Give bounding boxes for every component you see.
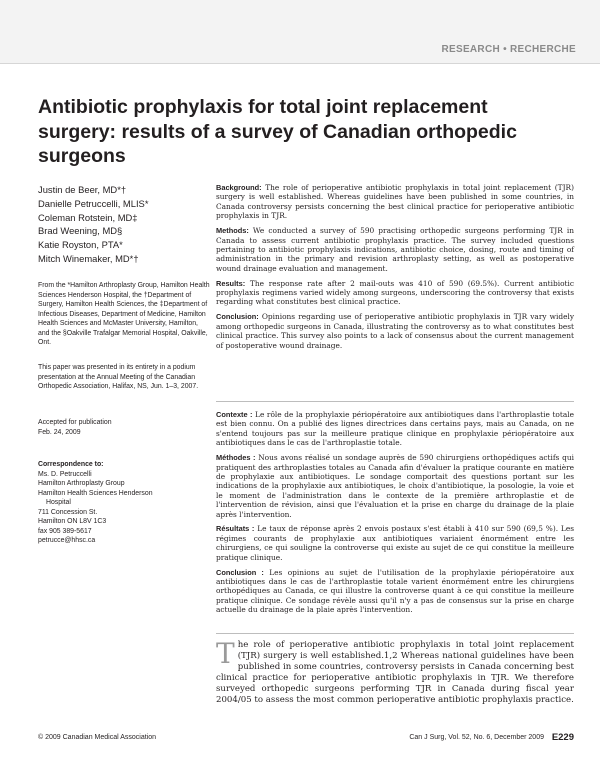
journal-citation: Can J Surg, Vol. 52, No. 6, December 2009 <box>409 734 544 741</box>
accepted-date: Feb. 24, 2009 <box>38 428 81 436</box>
abstract-methods: Methods: We conducted a survey of 590 practising orthopedic surgeons performing TJR in Canada to assess current antibiotic prophylaxis practice. The survey included questions pertaining to antibiotic prophylaxis indications, antibiotic choice, dosing, route and timing of administration in the primary and revision arthroplasty setting, as well as postoperative wound drainage evaluation and management. <box>216 226 574 273</box>
divider <box>216 401 574 402</box>
correspondence-line: Hamilton ON L8V 1C3 <box>38 518 107 525</box>
header-band <box>0 0 600 64</box>
author: Brad Weening, MD§ <box>38 225 123 237</box>
accepted-note <box>38 418 210 437</box>
resume-resultats: Résultats : Le taux de réponse après 2 envois postaux s'est établi à 410 sur 590 (69,5 %). Les régimes courants de prophylaxie aux antibiotiques variaient énormément entre les chirurgiens, ce qui souligne la controverse qui existe au sujet de ce qui constitue la meilleure pratique clinique. <box>216 524 574 562</box>
correspondence <box>38 460 210 546</box>
intro-text: he role of perioperative antibiotic prophylaxis in total joint replacement (TJR) surgery is well established.1,2 Whereas national guidelines have been published in some countries, controversy persists in Canada concerning best clinical practice for perioperative antibiotic prophylaxis in TJR. We therefore surveyed orthopedic surgeons performing TJR in Canada during fiscal year 2004/05 to assess the most common perioperative antibiotic prophylaxis practice. <box>216 640 574 705</box>
author: Danielle Petruccelli, MLIS* <box>38 197 149 209</box>
page-number: E229 <box>551 732 574 743</box>
abstract-background: Background: The role of perioperative antibiotic prophylaxis in total joint replacement (TJR) surgery is well established. Whereas guidelines have been published in some countries, in Canada controversy persists concerning the best clinical practice for perioperative antibiotic prophylaxis in TJR. <box>216 183 574 221</box>
author: Mitch Winemaker, MD*† <box>38 252 139 264</box>
introduction <box>216 637 574 705</box>
correspondence-heading: Correspondence to: <box>38 461 104 468</box>
author: Coleman Rotstein, MD‡ <box>38 211 138 223</box>
resume-contexte: Contexte : Le rôle de la prophylaxie périopératoire aux antibiotiques dans l'arthroplastie totale est bien connu. On a publié des lignes directrices dans certains pays, mais au Canada, on ne s'entend toujours pas sur la meilleure pratique clinique en prophylaxie périopératoire aux antibiotiques dans le cas de l'arthroplastie totale. <box>216 410 574 448</box>
author: Katie Royston, PTA* <box>38 239 123 251</box>
drop-cap: T <box>216 637 235 670</box>
abstract-conclusion: Conclusion: Opinions regarding use of perioperative antibiotic prophylaxis in TJR vary widely among orthopedic surgeons in Canada, illustrating the controversy as to what constitutes best clinical practice. This survey also points to a lack of consensus about the current management of postoperative wound drainage. <box>216 312 574 350</box>
correspondence-line: Hospital <box>46 499 71 506</box>
section-label: RESEARCH • RECHERCHE <box>441 44 576 55</box>
accepted-label: Accepted for publication <box>38 419 112 426</box>
author-list <box>38 183 213 266</box>
correspondence-email: petrucce@hhsc.ca <box>38 537 96 544</box>
article-title: Antibiotic prophylaxis for total joint replacement surgery: results of a survey of Canadian orthopedic surgeons <box>38 96 517 167</box>
affiliation-note: From the *Hamilton Arthroplasty Group, Hamilton Health Sciences Henderson Hospital, the †Department of Surgery, Hamilton Health Sciences, the ‡Department of Infectious Diseases, Department of Medicine, Hamilton Health Sciences and McMaster University, Hamilton, and the §Oakville Trafalgar Memorial Hospital, Oakville, Ont. <box>38 282 210 346</box>
copyright: © 2009 Canadian Medical Association <box>38 734 157 741</box>
correspondence-line: fax 905 389-5617 <box>38 527 92 535</box>
abstract-results: Results: The response rate after 2 mail-outs was 410 of 590 (69.5%). Current antibiotic prophylaxis regimens varied widely among surgeons, underscoring the controversy that exists regarding what constitutes best clinical practice. <box>216 278 574 307</box>
correspondence-line: Ms. D. Petruccelli <box>38 470 92 478</box>
abstract-french <box>216 410 574 620</box>
correspondence-line: Hamilton Arthroplasty Group <box>38 480 125 487</box>
correspondence-line: Hamilton Health Sciences Henderson <box>38 489 153 497</box>
divider <box>216 633 574 634</box>
presentation-note: This paper was presented in its entirety in a podium presentation at the Annual Meeting of the Canadian Orthopedic Association, Halifax, NS, Jun. 1–3, 2007. <box>38 364 199 390</box>
correspondence-line: 711 Concession St. <box>38 508 98 516</box>
resume-conclusion: Conclusion : Les opinions au sujet de l'utilisation de la prophylaxie périopératoire aux antibiotiques dans le cas de l'arthroplastie totale varient énormément entre les chirurgiens orthopédiques au Canada, ce qui illustre la controverse quant à ce qui constitue la meilleure pratique clinique. Ce sondage révèle aussi qu'il n'y a pas de consensus sur la prise en charge actuelle du drainage de la plaie après l'intervention. <box>216 567 574 615</box>
resume-methodes: Méthodes : Nous avons réalisé un sondage auprès de 590 chirurgiens orthopédiques actifs qui pratiquent des arthroplasties totales au Canada afin d'évaluer la pratique courante en matière de prophylaxie aux antibiotiques. Le sondage comportait des questions portant sur les indications de la prophylaxie aux antibiotiques, le choix d'antibiotique, la posologie, la voie et le moment de l'administration dans le contexte de la première arthroplastie et de l'intervention de révision, ainsi que l'évaluation et la prise en charge du drainage de la plaie après l'intervention. <box>216 453 574 519</box>
abstract-english <box>216 183 574 356</box>
author: Justin de Beer, MD*† <box>38 184 127 195</box>
page-footer <box>38 732 574 746</box>
